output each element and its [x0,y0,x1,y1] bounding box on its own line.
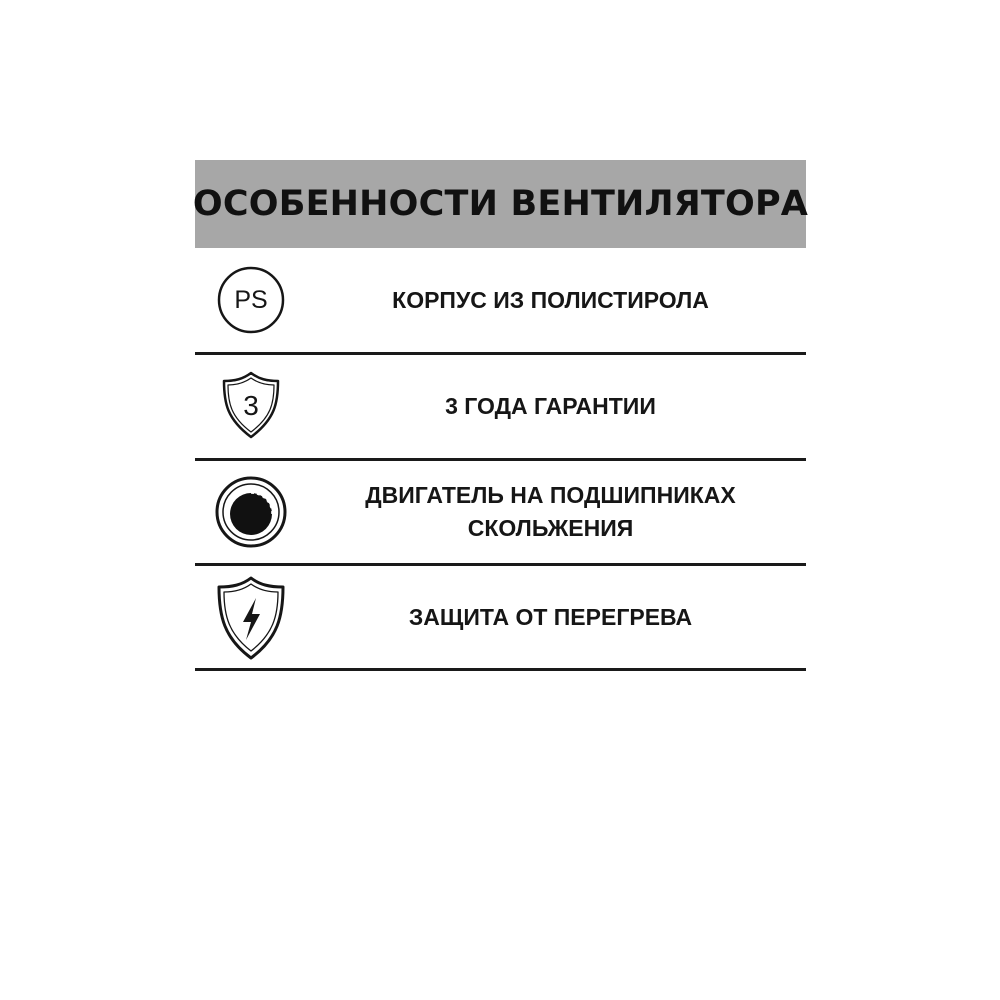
shield-icon-number: 3 [243,390,259,421]
ps-circle-icon [215,264,287,336]
ps-icon-text: PS [234,286,268,314]
feature-label-motor-line1: ДВИГАТЕЛЬ НА ПОДШИПНИКАХ [365,482,736,508]
motor-bearing-icon [215,476,287,548]
shield-lightning-icon [215,574,287,662]
shield-number-icon [215,369,287,441]
feature-label-material: КОРПУС ИЗ ПОЛИСТИРОЛА [392,286,709,313]
features-card [192,160,809,671]
feature-row-material [195,248,806,355]
feature-label-warranty: 3 ГОДА ГАРАНТИИ [445,393,656,419]
feature-row-motor [195,461,806,566]
feature-label-motor-line2: СКОЛЬЖЕНИЯ [467,515,634,541]
header-bar [192,160,809,248]
feature-row-overheat [195,566,806,671]
page-title: ОСОБЕННОСТИ ВЕНТИЛЯТОРА [192,184,809,224]
feature-row-warranty [195,355,806,461]
feature-label-motor [305,461,806,563]
feature-label-overheat: ЗАЩИТА ОТ ПЕРЕГРЕВА [408,603,693,630]
